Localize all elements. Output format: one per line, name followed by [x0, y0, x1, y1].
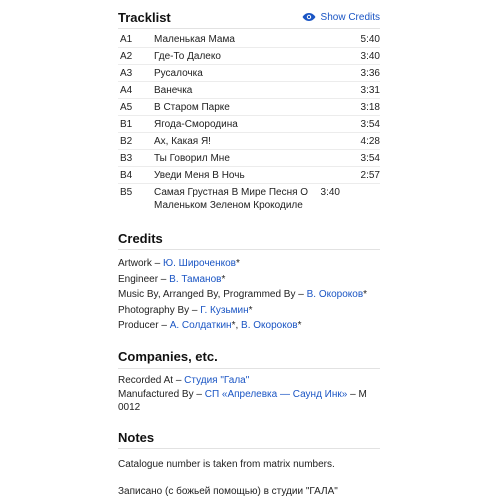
- credit-role: Music By, Arranged By, Programmed By –: [118, 289, 307, 300]
- track-position: B2: [120, 135, 133, 147]
- eye-icon: [302, 12, 316, 22]
- track-duration: 3:54: [360, 152, 380, 164]
- track-duration: 2:57: [360, 169, 380, 181]
- track-title: Ты Говорил Мне: [154, 152, 230, 164]
- credits-title: Credits: [118, 230, 163, 246]
- credit-artist-link[interactable]: В. Окороков: [241, 320, 298, 331]
- credit-artwork: [118, 256, 380, 272]
- credit-role: Producer –: [118, 320, 170, 331]
- credit-producer: [118, 318, 380, 334]
- notes-header: [118, 426, 380, 449]
- track-position: B5: [120, 186, 133, 198]
- track-row: [118, 65, 380, 82]
- credit-role: Photography By –: [118, 304, 201, 316]
- track-row: [118, 82, 380, 99]
- track-row: [118, 150, 380, 167]
- company-link[interactable]: Студия "Гала": [184, 374, 250, 386]
- track-title: Ванечка: [154, 84, 193, 96]
- company-manufactured: [118, 389, 380, 414]
- company-recorded: [118, 375, 380, 388]
- track-position: A5: [120, 101, 133, 113]
- companies-list: [118, 375, 380, 415]
- credit-photography: [118, 303, 380, 319]
- track-duration: 3:31: [360, 84, 380, 96]
- track-position: B1: [120, 118, 133, 130]
- tracklist-header: [118, 6, 380, 29]
- companies-title: Companies, etc.: [118, 349, 218, 364]
- credit-suffix: *: [363, 289, 368, 300]
- credit-engineer: [118, 272, 380, 288]
- track-duration: 4:28: [360, 135, 380, 147]
- track-row: [118, 167, 380, 184]
- credit-artist-link[interactable]: Ю. Широченков: [163, 258, 236, 269]
- track-row: [118, 133, 380, 150]
- track-title: Ах, Какая Я!: [154, 135, 211, 147]
- track-duration: 3:40: [360, 50, 380, 62]
- credit-suffix: *: [297, 320, 302, 331]
- company-role: Recorded At –: [118, 374, 185, 386]
- track-title: Русалочка: [154, 67, 203, 79]
- track-position: A1: [120, 33, 133, 45]
- credits-header: [118, 227, 380, 250]
- company-role: Manufactured By –: [118, 389, 205, 400]
- track-duration: 3:18: [360, 101, 380, 113]
- track-title: В Старом Парке: [154, 101, 230, 113]
- credit-suffix: *: [235, 258, 240, 269]
- track-position: A3: [120, 67, 133, 79]
- track-row: [118, 116, 380, 133]
- credit-music: [118, 287, 380, 303]
- track-duration: 3:36: [360, 67, 380, 79]
- company-suffix: – М 0012: [118, 389, 367, 413]
- track-title: Где-То Далеко: [154, 50, 221, 62]
- company-link[interactable]: СП «Апрелевка — Саунд Инк»: [204, 389, 348, 400]
- credit-role: Artwork –: [118, 258, 164, 269]
- companies-header: [118, 346, 380, 369]
- track-list: [118, 31, 380, 213]
- notes-line: Catalogue number is taken from matrix numbers.: [118, 459, 335, 470]
- credits-list: [118, 256, 380, 334]
- track-position: A2: [120, 50, 133, 62]
- track-row: [118, 99, 380, 116]
- track-position: B4: [120, 169, 133, 181]
- track-row: [118, 184, 380, 213]
- credit-suffix: *: [248, 304, 253, 316]
- show-credits-button[interactable]: [302, 12, 380, 23]
- show-credits-label: Show Credits: [320, 11, 380, 23]
- credit-role: Engineer –: [118, 273, 170, 285]
- notes-title: Notes: [118, 429, 155, 445]
- track-duration: 3:54: [360, 118, 380, 130]
- notes-line: Записано (с божьей помощью) в студии "ГАЛА": [118, 486, 338, 497]
- track-row: [118, 31, 380, 48]
- credit-artist-link[interactable]: В. Таманов: [169, 273, 222, 285]
- track-duration: 5:40: [360, 33, 380, 45]
- track-title: Уведи Меня В Ночь: [154, 169, 245, 181]
- credit-suffix: *: [221, 273, 226, 285]
- track-position: B3: [120, 152, 133, 164]
- track-title: Ягода-Смородина: [154, 118, 238, 130]
- credit-separator: *,: [231, 320, 242, 331]
- notes-body: [118, 458, 380, 498]
- track-title: Маленькая Мама: [154, 33, 235, 45]
- track-title: Самая Грустная В Мире Песня О Маленьком Зеленом Крокодиле: [154, 186, 309, 211]
- track-duration: 3:40: [320, 186, 340, 198]
- credit-artist-link[interactable]: А. Солдаткин: [169, 320, 232, 331]
- track-row: [118, 48, 380, 65]
- credit-artist-link[interactable]: Г. Кузьмин: [200, 304, 249, 316]
- track-position: A4: [120, 84, 133, 96]
- release-details: [118, 0, 380, 498]
- tracklist-title: Tracklist: [118, 9, 171, 25]
- credit-artist-link[interactable]: В. Окороков: [306, 289, 364, 300]
